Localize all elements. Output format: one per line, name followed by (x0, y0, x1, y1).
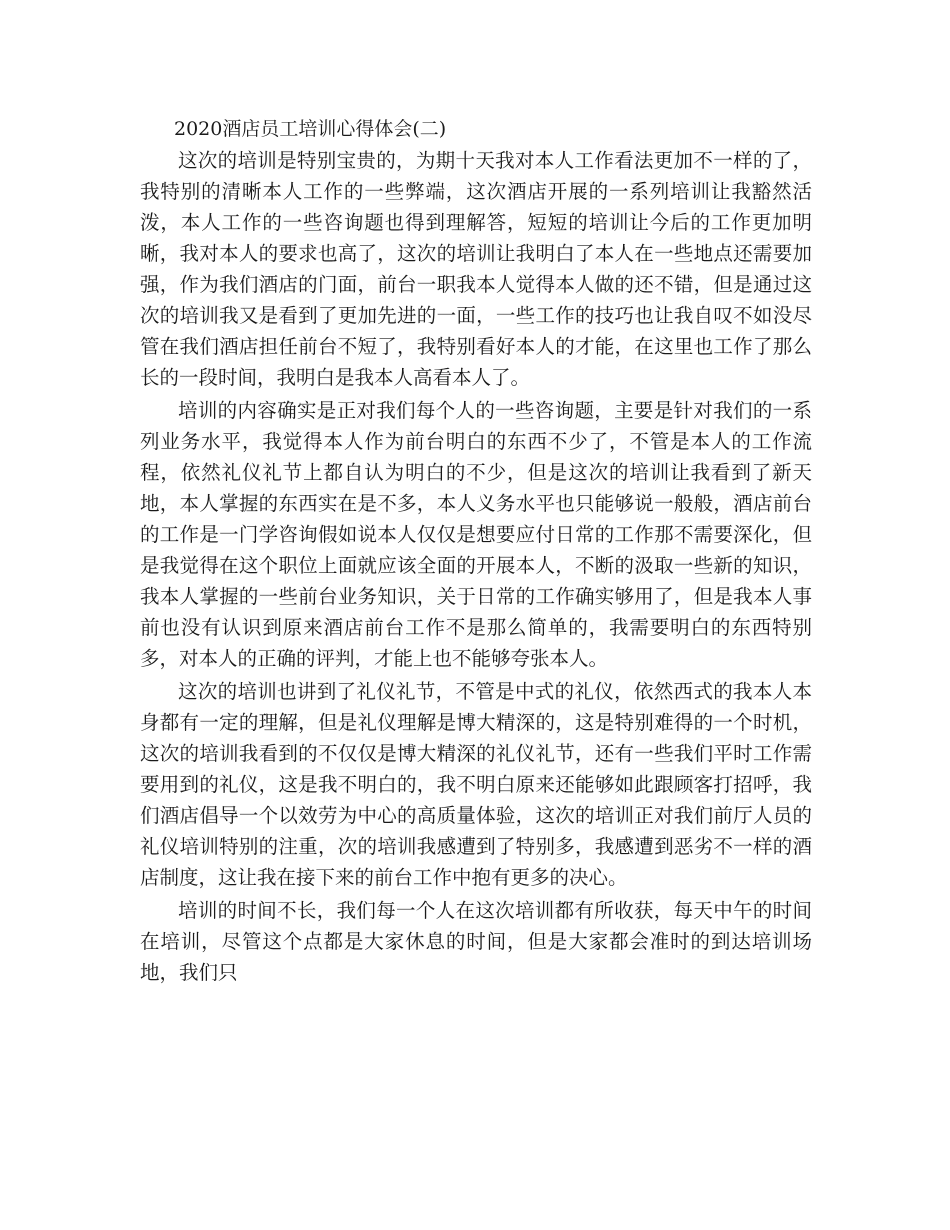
paragraph-3: 这次的培训也讲到了礼仪礼节，不管是中式的礼仪，依然西式的我本人本身都有一定的理解，但是礼仪理解是博大精深的，这是特别难得的一个时机，这次的培训我看到的不仅仅是博大精深的礼仪礼节，还有一些我们平时工作需要用到的礼仪，这是我不明白的，我不明白原来还能够如此跟顾客打招呼，我们酒店倡导一个以效劳为中心的高质量体验，这次的培训正对我们前厅人员的礼仪培训特别的注重，次的培训我感遭到了特别多，我感遭到恶劣不一样的酒店制度，这让我在接下来的前台工作中抱有更多的决心。 (140, 680, 812, 889)
document-body (140, 114, 812, 988)
document-title: 2020酒店员工培训心得体会(二) (174, 118, 447, 140)
paragraph-4: 培训的时间不长，我们每一个人在这次培训都有所收获，每天中午的时间在培训，尽管这个点都是大家休息的时间，但是大家都会准时的到达培训场地，我们只 (140, 899, 812, 984)
paragraph-2: 培训的内容确实是正对我们每个人的一些咨询题，主要是针对我们的一系列业务水平，我觉得本人作为前台明白的东西不少了，不管是本人的工作流程，依然礼仪礼节上都自认为明白的不少，但是这次的培训让我看到了新天地，本人掌握的东西实在是不多，本人义务水平也只能够说一般般，酒店前台的工作是一门学咨询假如说本人仅仅是想要应付日常的工作那不需要深化，但是我觉得在这个职位上面就应该全面的开展本人，不断的汲取一些新的知识，我本人掌握的一些前台业务知识，关于日常的工作确实够用了，但是我本人事前也没有认识到原来酒店前台工作不是那么简单的，我需要明白的东西特别多，对本人的正确的评判，才能上也不能够夸张本人。 (140, 399, 812, 670)
paragraph-1: 这次的培训是特别宝贵的，为期十天我对本人工作看法更加不一样的了，我特别的清晰本人工作的一些弊端，这次酒店开展的一系列培训让我豁然活泼，本人工作的一些咨询题也得到理解答，短短的培训让今后的工作更加明晰，我对本人的要求也高了，这次的培训让我明白了本人在一些地点还需要加强，作为我们酒店的门面，前台一职我本人觉得本人做的还不错，但是通过这次的培训我又是看到了更加先进的一面，一些工作的技巧也让我自叹不如没尽管在我们酒店担任前台不短了，我特别看好本人的才能，在这里也工作了那么长的一段时间，我明白是我本人高看本人了。 (140, 149, 812, 389)
